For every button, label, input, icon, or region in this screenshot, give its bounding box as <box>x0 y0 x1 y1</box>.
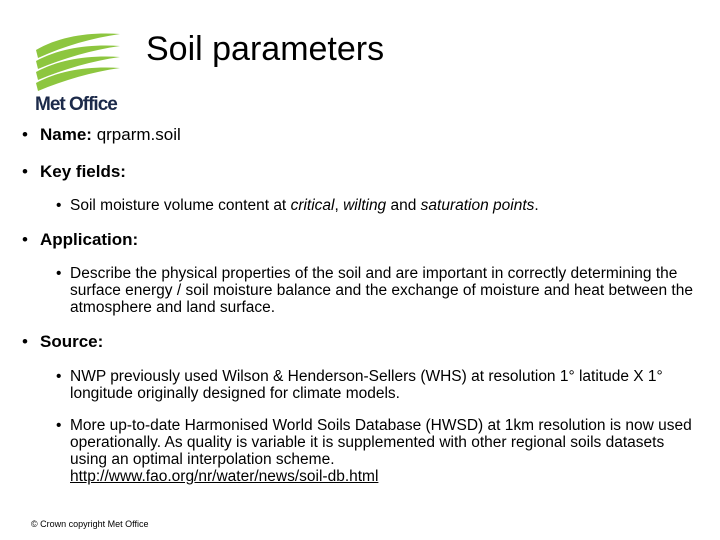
sub-bullet-dot: • <box>56 265 62 282</box>
name-value: qrparm.soil <box>91 125 181 144</box>
hwsd-link[interactable]: http://www.fao.org/nr/water/news/soil-db.html <box>70 468 379 485</box>
bullet-application <box>22 230 138 250</box>
met-office-swoosh-icon <box>30 28 126 94</box>
bullet-label: Source: <box>40 332 104 351</box>
key-fields-text: Soil moisture volume content at critical, wilting and saturation points. <box>70 197 539 214</box>
source-whs-text: NWP previously used Wilson & Henderson-Sellers (WHS) at resolution 1° latitude X 1° longitude originally designed for climate models. <box>70 368 663 402</box>
logo-text: Met Office <box>35 94 117 115</box>
sub-bullet-dot: • <box>56 197 62 214</box>
bullet-dot: • <box>22 162 28 181</box>
sub-bullet-dot: • <box>56 368 62 385</box>
sub-bullet-source-hwsd <box>56 417 696 485</box>
bullet-label: Application: <box>40 230 139 249</box>
page-title: Soil parameters <box>146 30 385 68</box>
bullet-label: Key fields: <box>40 162 126 181</box>
met-office-logo <box>30 28 126 116</box>
sub-bullet-key-fields <box>56 197 696 214</box>
sub-bullet-application <box>56 265 696 316</box>
bullet-dot: • <box>22 230 28 249</box>
bullet-dot: • <box>22 125 28 144</box>
sub-bullet-source-whs <box>56 368 696 402</box>
sub-bullet-dot: • <box>56 417 62 434</box>
bullet-dot: • <box>22 332 28 351</box>
application-text: Describe the physical properties of the soil and are important in correctly determining the surface energy / soil moisture balance and the exchange of moisture and heat between the atmosphere and land surface. <box>70 265 693 316</box>
bullet-name <box>22 125 181 145</box>
source-hwsd-text: More up-to-date Harmonised World Soils Database (HWSD) at 1km resolution is now used operationally. As quality is variable it is supplemented with other regional soils datasets using an optimal interpolation scheme. http://www.fao.org/nr/water/news/soil-db.html <box>70 417 692 485</box>
footer-copyright: © Crown copyright Met Office <box>31 519 149 529</box>
bullet-key-fields <box>22 162 126 182</box>
bullet-source <box>22 332 103 352</box>
bullet-label: Name: <box>40 125 92 144</box>
